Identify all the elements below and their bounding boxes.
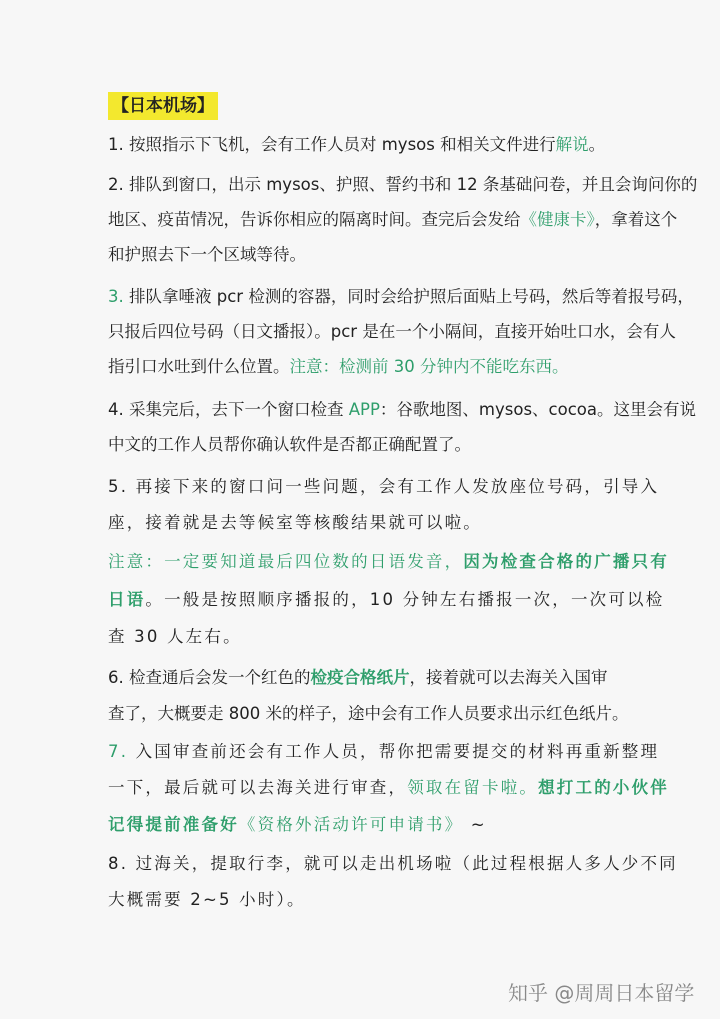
item-7-line-2 [108, 776, 669, 800]
item-7-permit: 《资格外活动许可申请书》 [238, 815, 464, 834]
item-2-text: 地区、疫苗情况，告诉你相应的隔离时间。查完后会发给 [108, 210, 521, 229]
item-8-line-2: 大概需要 2~5 小时）。 [108, 890, 306, 909]
item-8-line-1: 8. 过海关，提取行李，就可以走出机场啦（此过程根据人多人少不同 [108, 854, 678, 873]
item-3-line-1: 3. 排队拿唾液 pcr 检测的容器，同时会给护照后面贴上号码，然后等着报号码， [108, 287, 694, 306]
note-text-3: 。一般是按照顺序播报的，10 分钟左右播报一次，一次可以检 [145, 590, 665, 609]
item-7-tilde: ~ [463, 815, 487, 834]
item-7-line-1 [108, 740, 659, 764]
item-2-health-card: 《健康卡》 [520, 210, 595, 229]
note-text-1: 注意：一定要知道最后四位数的日语发音， [108, 552, 464, 571]
item-4-text: 4. 采集完后，去下一个窗口检查 [108, 400, 349, 419]
item-6-text-end: ，接着就可以去海关入国审 [409, 668, 608, 687]
item-7-text: 入国审查前还会有工作人员，帮你把需要提交的材料再重新整理 [128, 742, 660, 761]
item-7-number: 7. [108, 742, 129, 761]
item-4-line-2: 中文的工作人员帮你确认软件是否都正确配置了。 [108, 435, 471, 454]
item-2-text-end: ，拿着这个 [594, 210, 678, 229]
zhihu-watermark: 知乎 @周周日本留学 [508, 981, 695, 1005]
item-6-line-1 [108, 666, 608, 690]
item-6-certificate: 检疫合格纸片 [310, 668, 410, 687]
section-heading: 【日本机场】 [108, 92, 218, 120]
item-4-line-1 [108, 398, 696, 422]
item-3-line-3 [108, 355, 569, 379]
note-line-2 [108, 588, 664, 612]
item-5-line-1: 5. 再接下来的窗口问一些问题，会有工作人发放座位号码，引导入 [108, 477, 660, 496]
item-1-end: 。 [588, 135, 606, 154]
item-3-line-2: 只报后四位号码（日文播报）。pcr 是在一个小隔间，直接开始吐口水，会有人 [108, 322, 676, 341]
item-7-line-3 [108, 813, 487, 837]
item-4-text-end: ：谷歌地图、mysos、cocoa。这里会有说 [379, 400, 696, 419]
item-2-line-3: 和护照去下一个区域等待。 [108, 245, 306, 264]
note-line-1 [108, 550, 669, 574]
note-japanese: 日语 [108, 590, 146, 609]
item-1-highlight: 解说 [555, 135, 589, 154]
item-6-text: 6. 检查通后会发一个红色的 [108, 668, 311, 687]
item-7-part-time: 想打工的小伙伴 [538, 778, 670, 797]
item-7-prepare: 记得提前准备好 [108, 815, 239, 834]
item-3-note: 注意：检测前 30 分钟内不能吃东西。 [289, 357, 569, 376]
item-1-line-1 [108, 133, 605, 157]
item-3-text-end: 指引口水吐到什么位置。 [108, 357, 290, 376]
note-line-3: 查 30 人左右。 [108, 627, 242, 646]
note-text-2: 因为检查合格的广播只有 [463, 552, 670, 571]
item-6-line-2: 查了，大概要走 800 米的样子，途中会有工作人员要求出示红色纸片。 [108, 704, 629, 723]
item-4-app: APP [348, 400, 380, 419]
item-7-text-2: 一下，最后就可以去海关进行审查， [108, 778, 408, 797]
item-3-text: 排队拿唾液 pcr 检测的容器，同时会给护照后面贴上号码，然后等着报号码， [123, 287, 694, 306]
item-7-residence-card: 领取在留卡啦。 [407, 778, 539, 797]
item-2-line-2 [108, 208, 677, 232]
item-5-line-2: 座，接着就是去等候室等核酸结果就可以啦。 [108, 513, 482, 532]
item-2-line-1: 2. 排队到窗口，出示 mysos、护照、誓约书和 12 条基础问卷，并且会询问你的 [108, 175, 698, 194]
item-1-text: 1. 按照指示下飞机，会有工作人员对 mysos 和相关文件进行 [108, 135, 556, 154]
